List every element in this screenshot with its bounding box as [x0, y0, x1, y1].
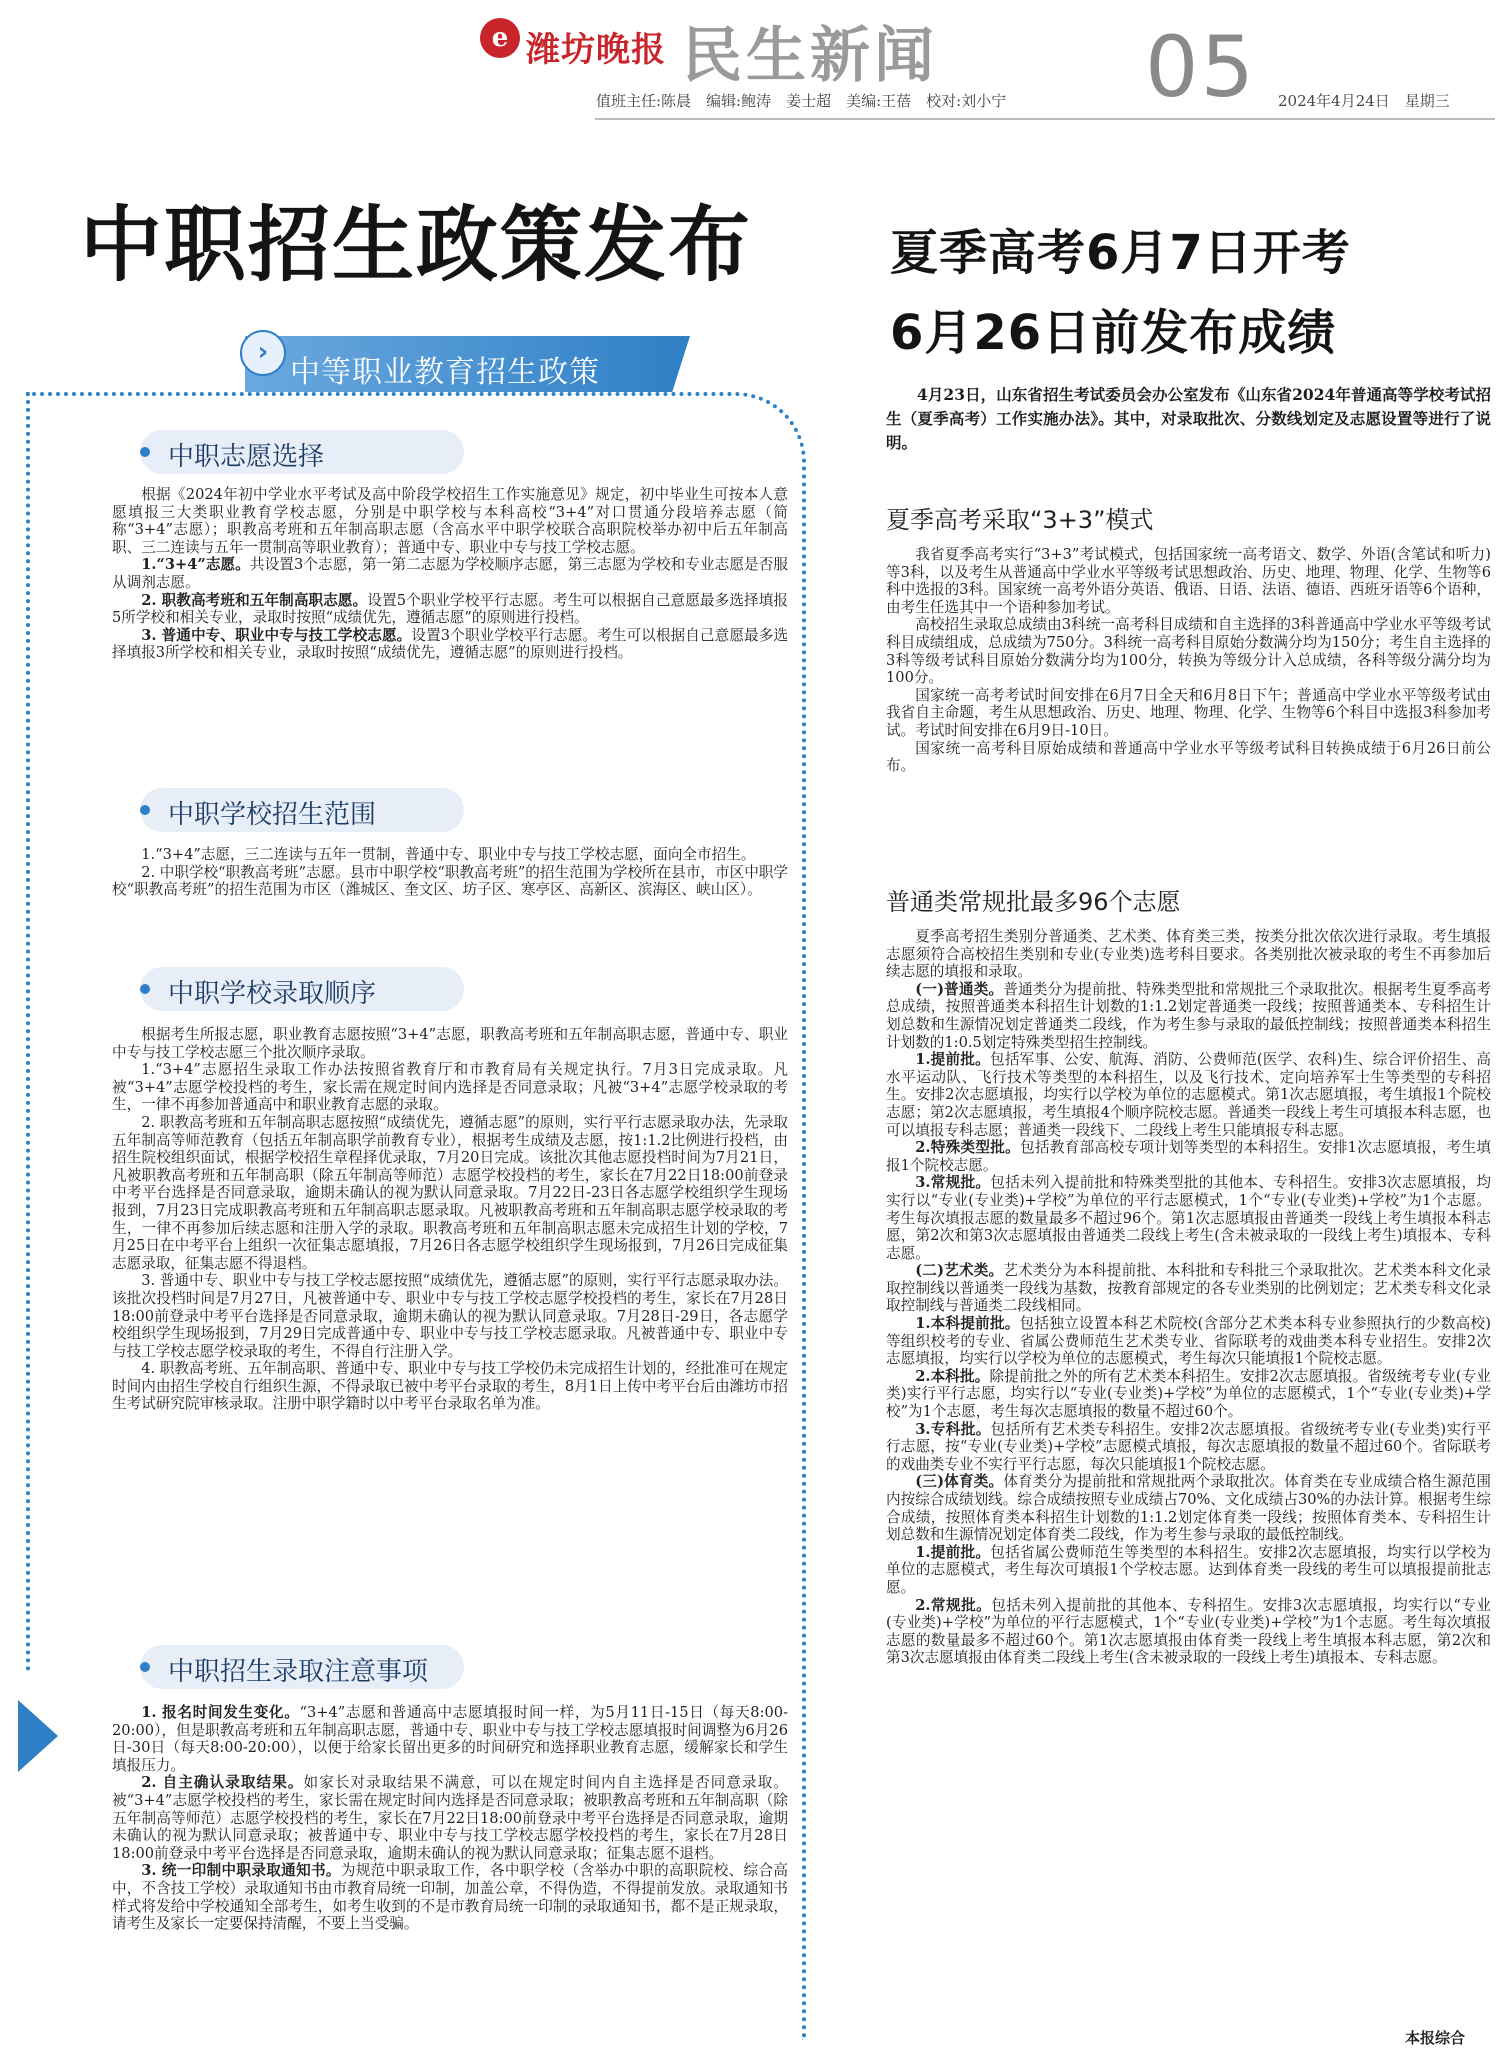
- paragraph-text: 根据《2024年初中学业水平考试及高中阶段学校招生工作实施意见》规定，初中毕业生可按本人意愿填报三大类职业教育学校志愿，分别是中职学校与本科高校“3+4”对口贯通分段培养志愿（简称“3+4”志愿）；职教高考班和五年制高职志愿（含高水平中职学校联合高职院校举办初中后五年制高职、三二连读与五年一贯制高等职业教育）；普通中专、职业中专与技工学校志愿。: [112, 486, 788, 556]
- paragraph: [886, 616, 1491, 686]
- staff-credits: 值班主任:陈晨 编辑:鲍涛 姜士超 美编:王蓓 校对:刘小宁: [596, 92, 1007, 110]
- paragraph: [886, 1597, 1491, 1667]
- bullet-dot-icon: [140, 1662, 150, 1672]
- paragraph-text: “3+4”志愿和普通高中志愿填报时间一样，为5月11日-15日（每天8:00-20:00），但是职教高考班和五年制高职志愿，普通中专、职业中专与技工学校志愿填报时间调整为6月26日-30日（每天8:00-20:00），以便于给家长留出更多的时间研究和选择职业教育志愿，缓解家长和学生填报压力。: [112, 1704, 788, 1774]
- paragraph-text: 为规范中职录取工作，各中职学校（含举办中职的高职院校、综合高中，不含技工学校）录取通知书由市教育局统一印制，加盖公章，不得伪造，不得提前发放。录取通知书样式将发给中学校通知全部考生，如考生收到的不是市教育局统一印制的录取通知书，都不是正规录取，请考生及家长一定要保持清醒，不要上当受骗。: [112, 1862, 788, 1933]
- paragraph-text: 包括省属公费师范生等类型的本科招生。安排2次志愿填报，均实行以学校为单位的志愿模式，考生每次可填报1个学校志愿。达到体育类一段线的考生可以填报提前批志愿。: [886, 1543, 1491, 1596]
- chevron-right-icon: ›: [240, 330, 286, 376]
- left-article-title: 中职招生政策发布: [80, 198, 753, 293]
- paragraph: [886, 1368, 1491, 1421]
- paragraph: [886, 687, 1491, 740]
- right-article-title-line2: 6月26日前发布成绩: [890, 305, 1337, 361]
- paragraph-lead: 1.提前批。: [915, 1543, 991, 1561]
- masthead: [0, 0, 1500, 125]
- paragraph: [112, 1774, 788, 1862]
- bullet-dot-icon: [140, 984, 150, 994]
- section-body: [112, 1704, 788, 1933]
- paragraph: [886, 1174, 1491, 1262]
- paragraph-lead: 1.“3+4”志愿。: [141, 556, 250, 574]
- paragraph: [886, 1139, 1491, 1174]
- intro-text: 4月23日，山东省招生考试委员会办公室发布《山东省2024年普通高等学校考试招生（夏季高考）工作实施办法》。其中，对录取批次、分数线划定及志愿设置等进行了说明。: [886, 385, 1491, 452]
- section-title: 中职招生录取注意事项: [168, 1657, 429, 1687]
- paragraph-lead: 3. 统一印制中职录取通知书。: [141, 1862, 341, 1880]
- paragraph-lead: 1.本科提前批。: [915, 1315, 1020, 1333]
- paragraph: [112, 1704, 788, 1774]
- corner-ornament-icon: [18, 1700, 58, 1772]
- section-body: [886, 928, 1491, 1667]
- paragraph-text: 艺术类分为本科提前批、本科批和专科批三个录取批次。艺术类本科文化录取控制线以普通类一段线为基数，按教育部规定的各专业类别的比例划定；艺术类专科文化录取控制线与普通类二段线相同。: [886, 1262, 1491, 1315]
- paragraph-text: 1.“3+4”志愿，三二连读与五年一贯制，普通中专、职业中专与技工学校志愿，面向全市招生。: [141, 846, 756, 863]
- paragraph: [112, 486, 788, 556]
- paragraph-text: 普通类分为提前批、特殊类型批和常规批三个录取批次。根据考生夏季高考总成绩，按照普通类本科招生计划数的1:1.2划定普通类一段线；按照普通类本、专科招生计划总数和生源情况划定普通类二段线，作为考生参与录取的最低控制线；按照普通类本科招生计划数的1:0.5划定特殊类型招生控制线。: [886, 980, 1491, 1051]
- paragraph-text: 包括教育部高校专项计划等类型的本科招生。安排1次志愿填报，考生填报1个院校志愿。: [886, 1139, 1491, 1174]
- article-signoff: 本报综合: [1405, 2029, 1466, 2047]
- paragraph-text: 共设置3个志愿，第一第二志愿为学校顺序志愿，第三志愿为学校和专业志愿是否服从调剂志愿。: [112, 556, 789, 591]
- paragraph: [112, 592, 788, 627]
- paragraph-text: 4. 职教高考班、五年制高职、普通中专、职业中专与技工学校仍未完成招生计划的，经批准可在规定时间内由招生学校自行组织生源，不得录取已被中考平台录取的考生，8月1日上传中考平台后由潍坊市招生考试研究院审核录取。注册中职学籍时以中考平台录取名单为准。: [112, 1360, 788, 1413]
- section-body: [112, 1026, 788, 1413]
- paragraph-text: 1.“3+4”志愿招生录取工作办法按照省教育厅和市教育局有关规定执行。7月3日完成录取。凡被“3+4”志愿学校投档的考生，家长需在规定时间内选择是否同意录取；凡被“3+4”志愿学校录取的考生，一律不再参加普通高中和职业教育志愿的录取。: [112, 1061, 788, 1114]
- page-number: 05: [1145, 18, 1256, 116]
- paragraph-text: 包括军事、公安、航海、消防、公费师范(医学、农科)生、综合评价招生、高水平运动队、飞行技术等类型的本科招生，以及飞行技术、定向培养军士生等类型的专科招生。安排2次志愿填报，均实行以学校为单位的志愿模式。第1次志愿填报，考生填报1个院校志愿；第2次志愿填报，考生填报4个顺序院校志愿。普通类一段线上考生可填报本科志愿，也可以填报专科志愿；普通类一段线下、二段线上考生只能填报专科志愿。: [886, 1051, 1491, 1139]
- paragraph-lead: 2. 职教高考班和五年制高职志愿。: [141, 591, 368, 609]
- paragraph-lead: 1.提前批。: [915, 1051, 990, 1069]
- bullet-dot-icon: [140, 805, 150, 815]
- sub-banner-title: 中等职业教育招生政策: [290, 355, 600, 390]
- paragraph-text: 设置3个职业学校平行志愿。考生可以根据自己意愿最多选择填报3所学校和相关专业，录取时按照“成绩优先，遵循志愿”的原则进行投档。: [112, 626, 788, 662]
- paragraph-text: 包括未列入提前批的其他本、专科招生。安排3次志愿填报，均实行以“专业(专业类)+学校”为单位的平行志愿模式，1个“专业(专业类)+学校”为1个志愿。考生每次填报志愿的数量最多不超过60个。第1次志愿填报由体育类一段线上考生填报本科志愿，第2次和第3次志愿填报由体育类二段线上考生(含未被录取的一段线上考生)填报本、专科志愿。: [886, 1596, 1491, 1667]
- right-article-title-line1: 夏季高考6月7日开考: [890, 225, 1351, 281]
- paragraph-lead: 3.常规批。: [915, 1174, 991, 1192]
- paragraph: [886, 740, 1491, 775]
- paragraph-text: 设置5个职业学校平行志愿。考生可以根据自己意愿最多选择填报5所学校和相关专业，录取时按照“成绩优先，遵循志愿”的原则进行投档。: [112, 591, 788, 627]
- paragraph: [112, 846, 788, 864]
- paragraph-lead: 2.常规批。: [915, 1596, 992, 1614]
- right-article-intro: [886, 383, 1491, 455]
- paragraph-lead: 3.专科批。: [915, 1420, 991, 1438]
- paragraph-text: 2. 职教高考班和五年制高职志愿按照“成绩优先，遵循志愿”的原则，实行平行志愿录取办法，先录取五年制高等师范教育（包括五年制高职学前教育专业），根据考生成绩及志愿，按1:1.2比例进行投档，由招生院校组织面试，根据学校招生章程择优录取，7月20日完成。该批次其他志愿投档时间为7月21日，凡被职教高考班和五年制高职（除五年制高等师范）志愿学校投档的考生，家长在7月22日18:00前登录中考平台选择是否同意录取，逾期未确认的视为默认同意录取。7月22日-23日各志愿学校组织学生现场报到，7月23日完成职教高考班和五年制高职志愿录取。凡被职教高考班和五年制高职志愿学校录取的考生，一律不再参加后续志愿和注册入学的录取。职教高考班和五年制高职志愿未完成招生计划的学校，7月25日在中考平台上组织一次征集志愿填报，7月26日各志愿学校组织学生现场报到，7月26日完成征集志愿录取，征集志愿不得退档。: [112, 1113, 788, 1272]
- section-title: 中职志愿选择: [168, 442, 325, 472]
- paragraph-text: 2. 中职学校“职教高考班”志愿。县市中职学校“职教高考班”的招生范围为学校所在县市，市区中职学校“职教高考班”的招生范围为市区（潍城区、奎文区、坊子区、寒亭区、高新区、滨海区、峡山区）。: [112, 863, 788, 899]
- dotted-frame-left: [26, 392, 30, 1672]
- paragraph-text: 包括独立设置本科艺术院校(含部分艺术类本科专业参照执行的少数高校)等组织校考的专业、省属公费师范生艺术类专业、省际联考的戏曲类本科专业招生。安排2次志愿填报，均实行以学校为单位的志愿模式，考生每次只能填报1个院校志愿。: [886, 1315, 1491, 1368]
- paragraph-text: 高校招生录取总成绩由3科统一高考科目成绩和自主选择的3科普通高中学业水平等级考试科目成绩组成，总成绩为750分。3科统一高考科目原始分数满分均为150分；考生自主选择的3科等级考试科目原始分数满分均为100分，转换为等级分计入总成绩，各科等级分满分均为100分。: [886, 616, 1491, 687]
- paragraph-text: 体育类分为提前批和常规批两个录取批次。体育类在专业成绩合格生源范围内按综合成绩划线。综合成绩按照专业成绩占70%、文化成绩占30%的办法计算。根据考生综合成绩，按照体育类本科招生计划数的1:1.2划定体育类一段线；按照体育类本、专科招生计划总数和生源情况划定体育类二段线，作为考生参与录取的最低控制线。: [886, 1473, 1491, 1544]
- paragraph: [112, 1272, 788, 1360]
- paragraph-text: 国家统一高考考试时间安排在6月7日全天和6月8日下午；普通高中学业水平等级考试由我省自主命题，考生从思想政治、历史、地理、物理、化学、生物等6个科目中选报3科参加考试。考试时间安排在6月9日-10日。: [886, 686, 1491, 739]
- section-name: 民生新闻: [682, 21, 938, 91]
- paragraph-lead: (二)艺术类。: [915, 1262, 1004, 1280]
- paragraph-text: 国家统一高考科目原始成绩和普通高中学业水平等级考试科目转换成绩于6月26日前公布。: [886, 739, 1491, 775]
- section-title: 中职学校招生范围: [168, 800, 377, 830]
- paragraph-text: 3. 普通中专、职业中专与技工学校志愿按照“成绩优先，遵循志愿”的原则，实行平行志愿录取办法。该批次投档时间是7月27日，凡被普通中专、职业中专与技工学校志愿学校投档的考生，家长在7月28日18:00前登录中考平台选择是否同意录取，逾期未确认的视为默认同意录取。7月28日-29日，各志愿学校组织学生现场报到，7月29日完成普通中专、职业中专与技工学校志愿录取。凡被普通中专、职业中专与技工学校志愿学校录取的考生，不得自行注册入学。: [112, 1272, 788, 1360]
- bullet-dot-icon: [140, 447, 150, 457]
- paragraph: [112, 864, 788, 899]
- paragraph: [886, 546, 1491, 616]
- paragraph: [112, 1061, 788, 1114]
- paragraph-text: 包括所有艺术类专科招生。安排2次志愿填报。省级统考专业(专业类)实行平行志愿，按“专业(专业类)+学校”志愿模式填报，每次志愿填报的数量不超过60个。省际联考的戏曲类专业不实行平行志愿，每次只能填报1个院校志愿。: [886, 1420, 1491, 1473]
- paragraph-lead: 2.本科批。: [915, 1367, 990, 1385]
- paragraph: [112, 1114, 788, 1272]
- paragraph-lead: 3. 普通中专、职业中专与技工学校志愿。: [141, 626, 412, 644]
- paragraph-text: 除提前批之外的所有艺术类本科招生。安排2次志愿填报。省级统考专业(专业类)实行平行志愿，均实行以“专业(专业类)+学校”为单位的志愿模式，1个“专业(专业类)+学校”为1个志愿，考生每次志愿填报的数量不超过60个。: [886, 1367, 1491, 1421]
- paragraph-lead: (一)普通类。: [915, 980, 1004, 998]
- subheading: 普通类常规批最多96个志愿: [886, 888, 1181, 916]
- paragraph: [886, 928, 1491, 981]
- section-body: [886, 546, 1491, 775]
- newspaper-name: 潍坊晚报: [526, 30, 666, 70]
- paragraph: [886, 1262, 1491, 1315]
- paragraph: [886, 1473, 1491, 1543]
- paragraph: [112, 1026, 788, 1061]
- paragraph: [886, 1421, 1491, 1474]
- paragraph-text: 夏季高考招生类别分普通类、艺术类、体育类三类，按类分批次依次进行录取。考生填报志愿须符合高校招生类别和专业(专业类)选考科目要求。各类别批次被录取的考生不再参加后续志愿的填报和录取。: [886, 928, 1491, 981]
- issue-date: 2024年4月24日 星期三: [1278, 92, 1450, 110]
- section-title: 中职学校录取顺序: [168, 979, 377, 1009]
- paragraph-text: 如家长对录取结果不满意，可以在规定时间内自主选择是否同意录取。被“3+4”志愿学校投档的考生，家长需在规定时间内选择是否同意录取；被职教高考班和五年制高职（除五年制高等师范）志愿学校投档的考生，家长在7月22日18:00前登录中考平台选择是否同意录取，逾期未确认的视为默认同意录取；被普通中专、职业中专与技工学校志愿学校投档的考生，家长在7月28日18:00前登录中考平台选择是否同意录取，逾期未确认的视为默认同意录取；征集志愿不退档。: [112, 1774, 788, 1862]
- paragraph: [886, 1544, 1491, 1597]
- paragraph-lead: 2.特殊类型批。: [915, 1139, 1021, 1157]
- section-body: [112, 486, 788, 662]
- paragraph: [112, 556, 788, 591]
- paragraph-text: 根据考生所报志愿，职业教育志愿按照“3+4”志愿，职教高考班和五年制高职志愿，普通中专、职业中专与技工学校志愿三个批次顺序录取。: [112, 1026, 788, 1061]
- subheading: 夏季高考采取“3+3”模式: [886, 506, 1154, 534]
- paragraph-text: 包括未列入提前批和特殊类型批的其他本、专科招生。安排3次志愿填报，均实行以“专业(专业类)+学校”为单位的平行志愿模式，1个“专业(专业类)+学校”为1个志愿。考生每次填报志愿的数量最多不超过96个。第1次志愿填报由普通类一段线上考生填报本科志愿，第2次和第3次志愿填报由普通类二段线上考生(含未被录取的一段线上考生)填报本、专科志愿。: [886, 1174, 1491, 1262]
- paragraph: [112, 627, 788, 662]
- section-body: [112, 846, 788, 899]
- paragraph: [886, 981, 1491, 1051]
- paragraph: [112, 1862, 788, 1932]
- masthead-divider: [595, 118, 1495, 120]
- paragraph: [112, 1360, 788, 1413]
- paragraph-lead: 2. 自主确认录取结果。: [141, 1774, 304, 1792]
- paragraph-text: 我省夏季高考实行“3+3”考试模式，包括国家统一高考语文、数学、外语(含笔试和听力)等3科，以及考生从普通高中学业水平等级考试思想政治、历史、地理、物理、化学、生物等6科中选报的3科。国家统一高考外语分英语、俄语、日语、法语、德语、西班牙语等6个语种，由考生任选其中一个语种参加考试。: [886, 546, 1491, 616]
- paragraph: [886, 1315, 1491, 1368]
- paragraph-lead: (三)体育类。: [915, 1473, 1004, 1491]
- paragraph: [886, 1051, 1491, 1139]
- newspaper-logo-icon: e: [480, 18, 520, 58]
- paragraph-lead: 1. 报名时间发生变化。: [141, 1704, 300, 1721]
